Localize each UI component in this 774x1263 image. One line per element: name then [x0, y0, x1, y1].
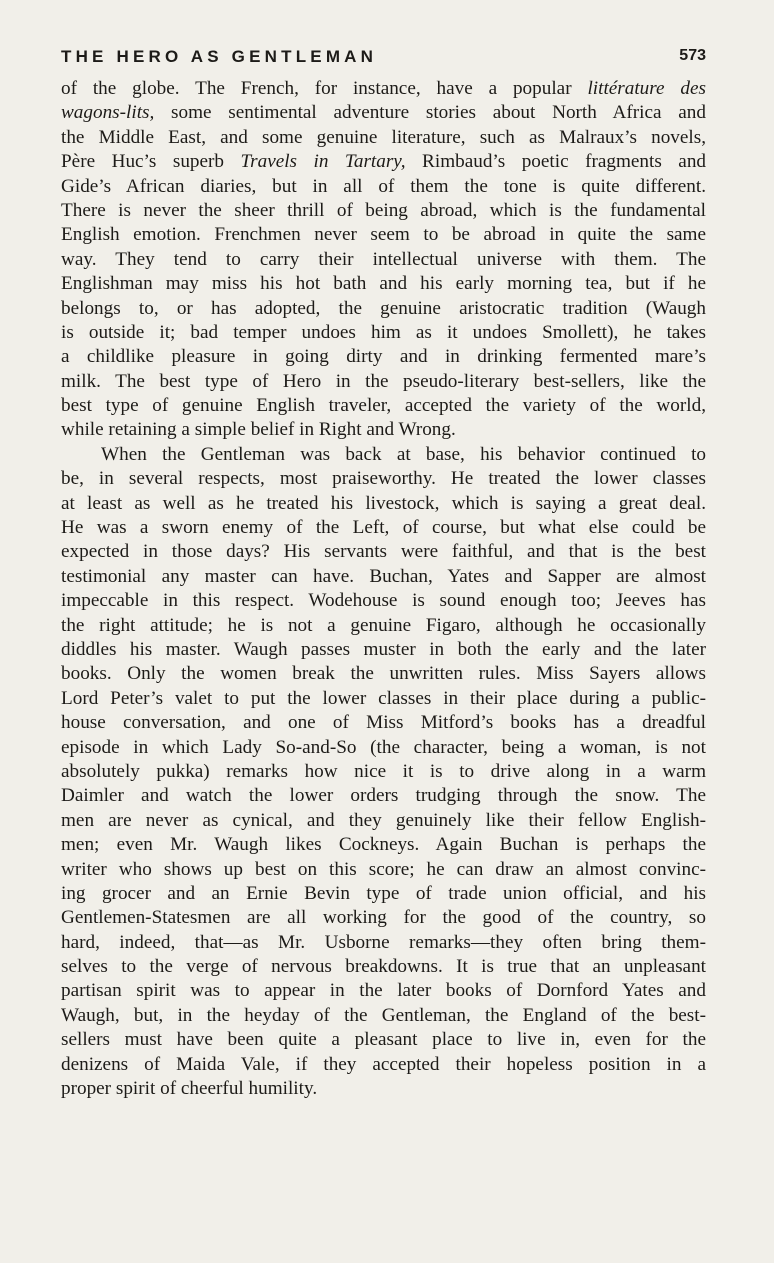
text-segment: belongs to, or has adopted, the genuine aristocratic tradition (Waugh [61, 297, 706, 319]
running-title: THE HERO AS GENTLEMAN [61, 47, 378, 66]
text-segment: Père Huc’s superb [61, 151, 241, 173]
text-line [61, 418, 706, 442]
text-line [61, 614, 706, 638]
text-segment: sellers must have been quite a pleasant place to live in, even for the [61, 1029, 706, 1051]
text-line [61, 540, 706, 564]
text-line [61, 906, 706, 930]
page-number: 573 [679, 47, 706, 64]
text-line [61, 175, 706, 199]
text-line [61, 101, 706, 125]
text-segment: be, in several respects, most praiseworthy. He treated the lower classes [61, 468, 706, 490]
text-line [61, 687, 706, 711]
text-segment: of the globe. The French, for instance, have a popular [61, 78, 588, 99]
italic-title-text: littérature des [587, 78, 706, 99]
text-line [61, 1028, 706, 1052]
text-line [61, 736, 706, 760]
text-line [61, 443, 706, 467]
text-segment: There is never the sheer thrill of being abroad, which is the fundamental [61, 199, 706, 221]
text-segment: the right attitude; he is not a genuine Figaro, although he occasionally [61, 614, 706, 636]
text-line [61, 979, 706, 1003]
text-segment: hard, indeed, that—as Mr. Usborne remarks—they often bring them- [61, 931, 706, 953]
text-segment: proper spirit of cheerful humility. [61, 1078, 318, 1100]
text-line [61, 467, 706, 491]
text-segment: selves to the verge of nervous breakdowns. It is true that an unpleasant [61, 956, 706, 978]
text-line [61, 516, 706, 540]
text-line [61, 760, 706, 784]
text-line [61, 784, 706, 808]
text-line [61, 638, 706, 662]
text-segment: Englishman may miss his hot bath and his early morning tea, but if he [61, 273, 706, 295]
text-segment: impeccable in this respect. Wodehouse is sound enough too; Jeeves has [61, 590, 706, 612]
text-segment: while retaining a simple belief in Right and Wrong. [61, 419, 456, 441]
text-segment: a childlike pleasure in going dirty and in drinking fermented mare’s [61, 346, 706, 368]
text-segment: When the Gentleman was back at base, his behavior continued to [101, 443, 706, 465]
italic-title-text: wagons-lits, [61, 102, 155, 124]
text-segment: Gentlemen-Statesmen are all working for the good of the country, so [61, 907, 706, 929]
text-line [61, 345, 706, 369]
text-segment: He was a sworn enemy of the Left, of course, but what else could be [61, 517, 706, 539]
text-line [61, 248, 706, 272]
text-segment: milk. The best type of Hero in the pseudo-literary best-sellers, like the [61, 370, 706, 392]
text-segment: Waugh, but, in the heyday of the Gentleman, the England of the best- [61, 1004, 706, 1026]
text-line [61, 565, 706, 589]
text-segment: denizens of Maida Vale, if they accepted their hopeless position in a [61, 1053, 706, 1075]
body-text [61, 77, 706, 1101]
text-segment: house conversation, and one of Miss Mitford’s books has a dreadful [61, 712, 706, 734]
text-line [61, 297, 706, 321]
text-line [61, 589, 706, 613]
text-segment: Lord Peter’s valet to put the lower classes in their place during a public- [61, 687, 706, 709]
text-line [61, 711, 706, 735]
text-line [61, 223, 706, 247]
text-segment: episode in which Lady So-and-So (the character, being a woman, is not [61, 736, 706, 758]
text-segment: English emotion. Frenchmen never seem to be abroad in quite the same [61, 224, 706, 246]
text-segment: men; even Mr. Waugh likes Cockneys. Again Buchan is perhaps the [61, 834, 706, 856]
text-line [61, 1077, 706, 1101]
text-segment: writer who shows up best on this score; he can draw an almost convinc- [61, 858, 706, 880]
text-segment: ing grocer and an Ernie Bevin type of trade union official, and his [61, 882, 706, 904]
text-line [61, 1053, 706, 1077]
text-line [61, 199, 706, 223]
text-line [61, 77, 706, 101]
text-line [61, 662, 706, 686]
text-line [61, 1004, 706, 1028]
text-segment: men are never as cynical, and they genuinely like their fellow English- [61, 809, 706, 831]
text-line [61, 882, 706, 906]
text-line [61, 272, 706, 296]
text-line [61, 858, 706, 882]
text-segment: way. They tend to carry their intellectual universe with them. The [61, 248, 706, 270]
text-segment: partisan spirit was to appear in the later books of Dornford Yates and [61, 980, 706, 1002]
text-line [61, 931, 706, 955]
text-segment: expected in those days? His servants were faithful, and that is the best [61, 541, 706, 563]
italic-title-text: Travels in Tartary, [240, 151, 406, 173]
text-line [61, 809, 706, 833]
text-line [61, 370, 706, 394]
text-segment: is outside it; bad temper undoes him as it undoes Smollett), he takes [61, 321, 706, 343]
text-segment: testimonial any master can have. Buchan, Yates and Sapper are almost [61, 565, 706, 587]
book-page [61, 0, 706, 1263]
text-segment: at least as well as he treated his livestock, which is saying a great deal. [61, 492, 706, 514]
text-segment: books. Only the women break the unwritten rules. Miss Sayers allows [61, 663, 706, 685]
text-segment: some sentimental adventure stories about North Africa and [154, 102, 706, 124]
text-line [61, 126, 706, 150]
text-segment: the Middle East, and some genuine literature, such as Malraux’s novels, [61, 126, 706, 148]
text-line [61, 321, 706, 345]
text-line [61, 492, 706, 516]
text-line [61, 833, 706, 857]
text-segment: diddles his master. Waugh passes muster in both the early and the later [61, 638, 706, 660]
text-segment: Daimler and watch the lower orders trudging through the snow. The [61, 785, 706, 807]
text-segment: Gide’s African diaries, but in all of them the tone is quite different. [61, 175, 706, 197]
running-head [61, 47, 706, 69]
text-line [61, 150, 706, 174]
text-segment: best type of genuine English traveler, accepted the variety of the world, [61, 395, 706, 417]
text-segment: Rimbaud’s poetic fragments and [405, 151, 707, 173]
text-line [61, 955, 706, 979]
text-line [61, 394, 706, 418]
text-segment: absolutely pukka) remarks how nice it is to drive along in a warm [61, 760, 706, 782]
